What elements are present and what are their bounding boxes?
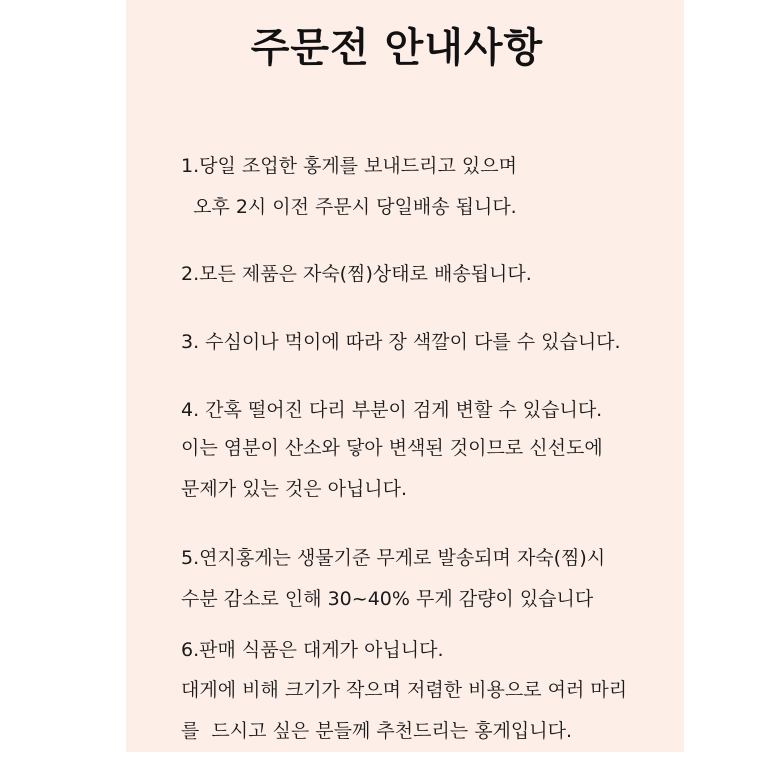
notice-1-line-1: 1.당일 조업한 홍게를 보내드리고 있으며 bbox=[181, 155, 517, 177]
notice-4-line-3: 문제가 있는 것은 아닙니다. bbox=[181, 478, 408, 500]
notice-3-line-1: 3. 수심이나 먹이에 따라 장 색깔이 다를 수 있습니다. bbox=[181, 331, 621, 353]
notice-4-line-2: 이는 염분이 산소와 닿아 변색된 것이므로 신선도에 bbox=[181, 437, 603, 459]
notice-4-line-1: 4. 간혹 떨어진 다리 부분이 검게 변할 수 있습니다. bbox=[181, 399, 603, 421]
notice-5-line-1: 5.연지홍게는 생물기준 무게로 발송되며 자숙(찜)시 bbox=[181, 547, 606, 569]
notice-1-line-2: 오후 2시 이전 주문시 당일배송 됩니다. bbox=[181, 196, 517, 218]
notice-6-line-3: 를 드시고 싶은 분들께 추천드리는 홍게입니다. bbox=[181, 720, 573, 742]
notice-6-line-1: 6.판매 식품은 대게가 아닙니다. bbox=[181, 639, 444, 661]
notice-5-line-2: 수분 감소로 인해 30~40% 무게 감량이 있습니다 bbox=[181, 588, 594, 610]
page-title: 주문전 안내사항 bbox=[250, 25, 544, 71]
notice-6-line-2: 대게에 비해 크기가 작으며 저렴한 비용으로 여러 마리 bbox=[181, 679, 628, 701]
notice-2-line-1: 2.모든 제품은 자숙(찜)상태로 배송됩니다. bbox=[181, 263, 532, 285]
